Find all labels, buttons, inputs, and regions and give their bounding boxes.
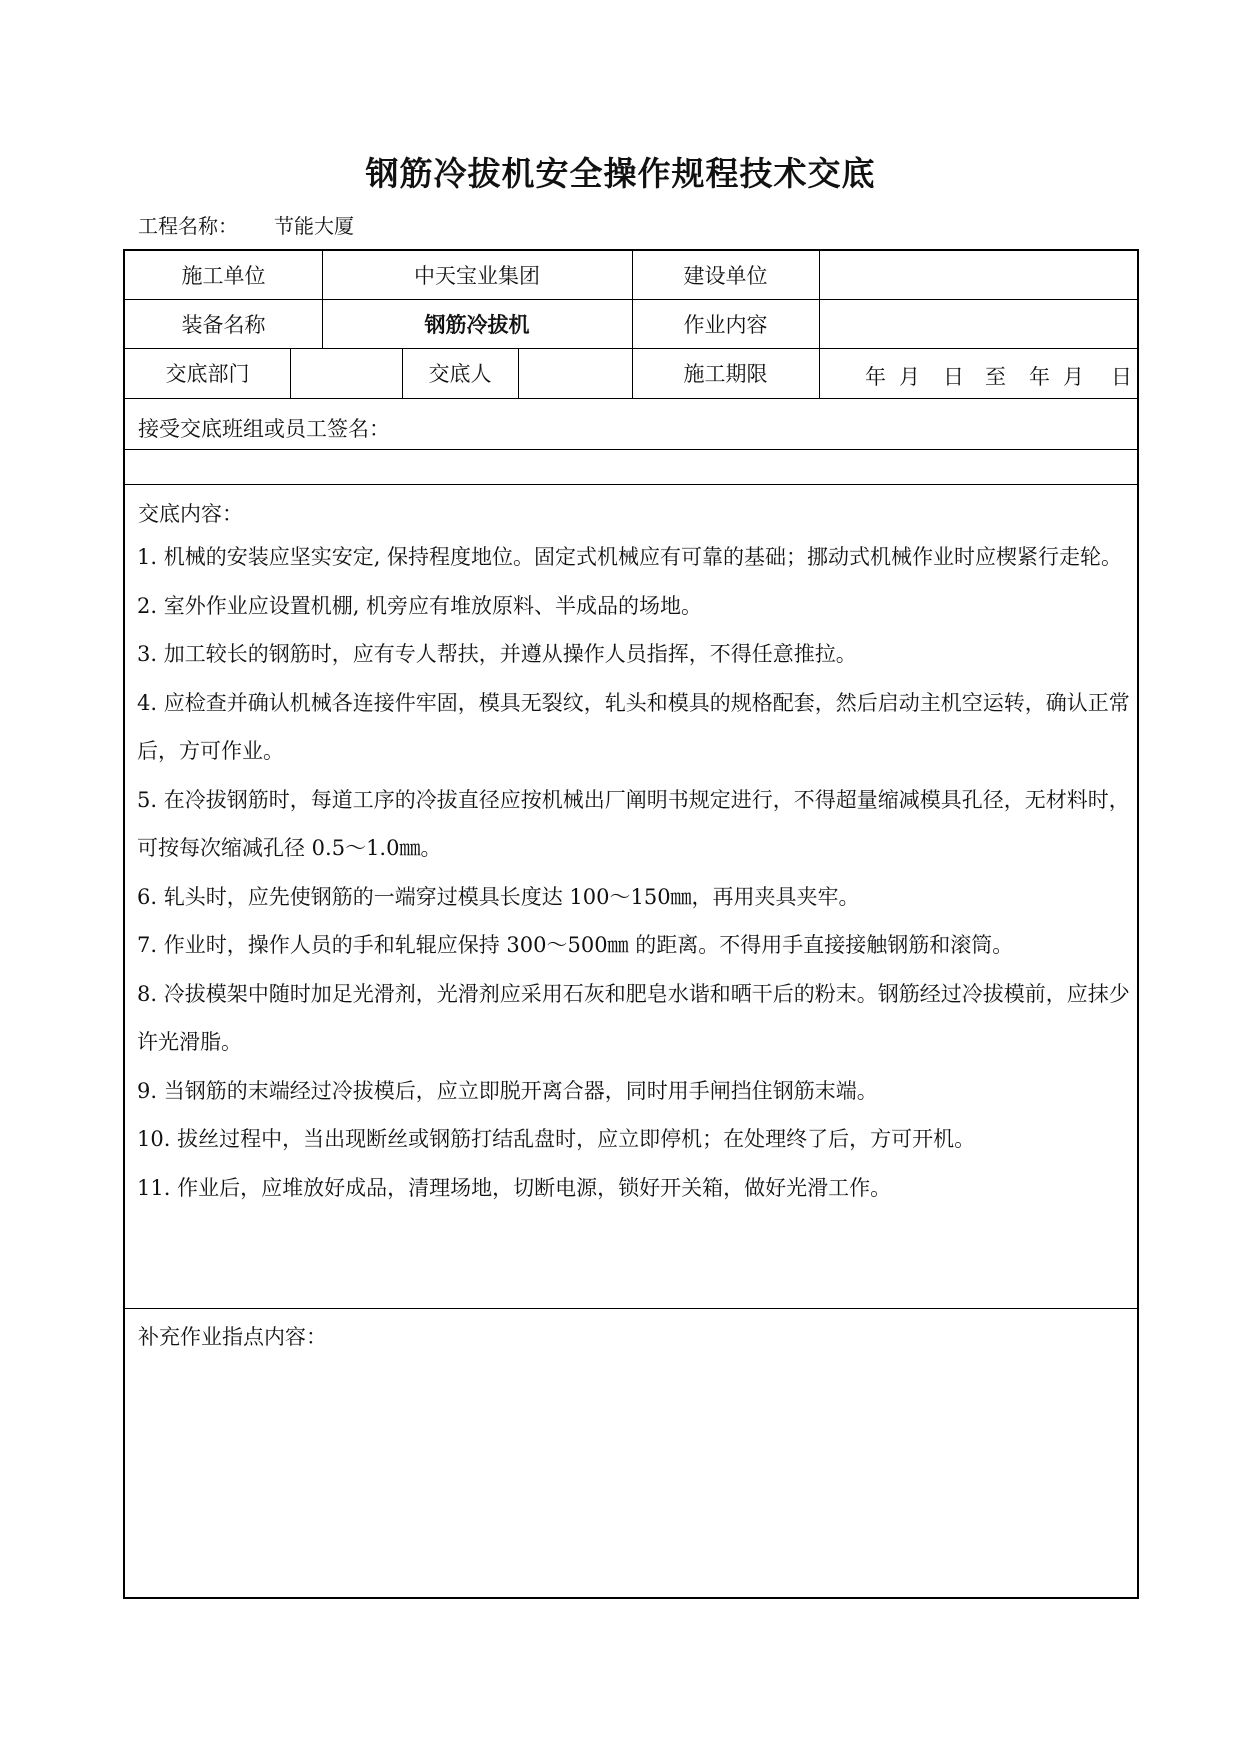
list-item: 11. 作业后，应堆放好成品，清理场地，切断电源，锁好开关箱，做好光滑工作。 [137, 1175, 892, 1200]
list-item: 8. 冷拔模架中随时加足光滑剂，光滑剂应采用石灰和肥皂水谐和晒干后的粉末。钢筋经过冷拔模前，应抹少许光滑脂。 [137, 981, 1130, 1054]
list-item: 5. 在冷拔钢筋时，每道工序的冷拔直径应按机械出厂阐明书规定进行，不得超量缩减模具孔径，无材料时，可按每次缩减孔径 0.5～1.0㎜。 [137, 787, 1130, 860]
construction-period-label: 施工期限 [683, 362, 768, 386]
construction-period-value [819, 349, 1132, 399]
work-content-label: 作业内容 [683, 312, 768, 337]
list-item: 6. 轧头时，应先使钢筋的一端穿过模具长度达 100～150㎜，再用夹具夹牢。 [137, 884, 860, 909]
list-item: 9. 当钢筋的末端经过冷拔模后，应立即脱开离合器，同时用手闸挡住钢筋末端。 [137, 1078, 878, 1103]
list-item: 4. 应检查并确认机械各连接件牢固，模具无裂纹，轧头和模具的规格配套，然后启动主机空运转，确认正常后，方可作业。 [137, 690, 1130, 763]
construction-unit-label: 施工单位 [181, 264, 266, 288]
period-month-start: 月 [899, 365, 920, 389]
construction-unit-value: 中天宝业集团 [414, 264, 540, 288]
period-month-end: 月 [1063, 365, 1084, 389]
disclosure-content [137, 533, 1132, 1212]
list-item: 7. 作业时，操作人员的手和轧辊应保持 300～500㎜ 的距离。不得用手直接接触钢筋和滚筒。 [137, 933, 1014, 957]
discloser-label: 交底人 [428, 362, 492, 386]
list-item: 3. 加工较长的钢筋时，应有专人帮扶，并遵从操作人员指挥，不得任意推拉。 [137, 642, 857, 666]
project-name-value: 节能大厦 [274, 214, 354, 238]
equipment-name-label: 装备名称 [181, 312, 266, 337]
row-divider [125, 449, 1137, 450]
period-day-start: 日 [943, 365, 964, 389]
project-name-label: 工程名称： [138, 214, 238, 238]
disclosure-department-label: 交底部门 [165, 362, 250, 386]
period-to: 至 [985, 365, 1006, 389]
period-year-start: 年 [865, 365, 886, 389]
content-label: 交底内容： [138, 502, 243, 526]
row-divider [125, 484, 1137, 485]
list-item: 2. 室外作业应设置机棚, 机旁应有堆放原料、半成品的场地。 [137, 593, 703, 618]
list-item: 10. 拔丝过程中，当出现断丝或钢筋打结乱盘时，应立即停机；在处理终了后，方可开机。 [137, 1127, 976, 1151]
period-day-end: 日 [1111, 365, 1132, 389]
work-content-value [819, 299, 1141, 348]
supplement-label: 补充作业指点内容： [138, 1325, 327, 1349]
equipment-name-value: 钢筋冷拔机 [424, 312, 530, 337]
disclosure-form-table [123, 249, 1139, 1599]
document-title: 钢筋冷拔机安全操作规程技术交底 [365, 154, 876, 193]
owner-unit-value [819, 251, 1141, 299]
row-divider [125, 1308, 1137, 1309]
signature-label: 接受交底班组或员工签名： [138, 417, 390, 441]
project-name-line [138, 210, 354, 239]
discloser-value [518, 348, 632, 398]
disclosure-department-value [290, 348, 402, 398]
period-year-end: 年 [1029, 365, 1050, 389]
owner-unit-label: 建设单位 [683, 264, 768, 288]
list-item: 1. 机械的安装应坚实安定, 保持程度地位。固定式机械应有可靠的基础；挪动式机械作业时应楔紧行走轮。 [137, 545, 1123, 569]
